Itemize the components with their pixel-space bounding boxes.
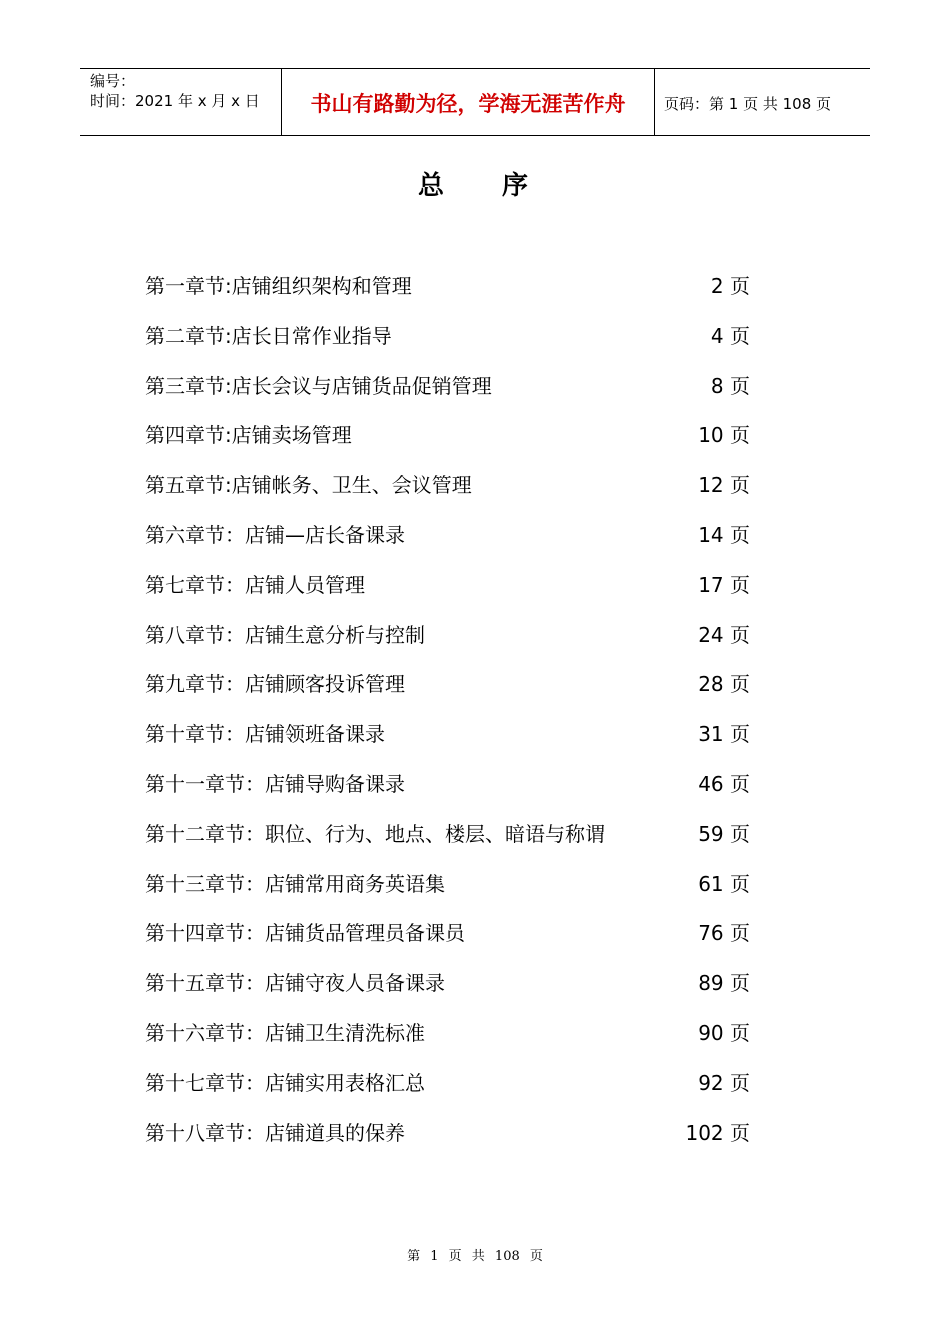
toc-entry-title: 第十章节：店铺领班备课录: [145, 722, 385, 747]
page-title: 总序: [417, 171, 586, 201]
table-of-contents: [145, 266, 765, 1162]
toc-entry-page: 31 页: [698, 722, 750, 747]
toc-entry-page: 2 页: [710, 274, 750, 298]
toc-entry[interactable]: [145, 615, 765, 665]
toc-entry-page: 10 页: [698, 423, 750, 448]
toc-entry-title: 第五章节:店铺帐务、卫生、会议管理: [145, 473, 472, 498]
toc-entry-title: 第六章节：店铺—店长备课录: [145, 522, 405, 547]
toc-entry-page: 12 页: [698, 473, 750, 498]
toc-entry-title: 第十八章节：店铺道具的保养: [145, 1120, 405, 1145]
toc-entry[interactable]: [145, 1113, 765, 1163]
header-meta: [80, 69, 282, 135]
toc-entry[interactable]: [145, 764, 765, 814]
toc-entry[interactable]: [145, 913, 765, 963]
toc-entry-page: 102 页: [685, 1120, 750, 1145]
toc-entry-title: 第十七章节：店铺实用表格汇总: [145, 1070, 425, 1095]
toc-entry-title: 第一章节:店铺组织架构和管理: [145, 274, 412, 298]
toc-entry-page: 59 页: [698, 821, 750, 846]
toc-entry-page: 28 页: [698, 672, 750, 697]
toc-entry[interactable]: [145, 366, 765, 416]
toc-entry[interactable]: [145, 1063, 765, 1113]
toc-entry-page: 8 页: [710, 373, 750, 398]
toc-entry[interactable]: [145, 864, 765, 914]
toc-entry-title: 第十一章节：店铺导购备课录: [145, 771, 405, 796]
document-header: [80, 68, 870, 136]
toc-entry-page: 24 页: [698, 622, 750, 647]
toc-entry-page: 89 页: [698, 971, 750, 996]
toc-entry-title: 第十六章节：店铺卫生清洗标准: [145, 1020, 425, 1045]
toc-entry-page: 46 页: [698, 771, 750, 796]
header-page-info: 页码：第 1 页 共 108 页: [664, 94, 832, 113]
toc-entry[interactable]: [145, 814, 765, 864]
toc-entry[interactable]: [145, 316, 765, 366]
toc-entry-title: 第七章节：店铺人员管理: [145, 572, 365, 597]
toc-entry-title: 第三章节:店长会议与店铺货品促销管理: [145, 373, 492, 398]
toc-entry-page: 76 页: [698, 921, 750, 946]
toc-entry-title: 第十四章节：店铺货品管理员备课员: [145, 921, 465, 946]
toc-entry-title: 第九章节：店铺顾客投诉管理: [145, 672, 405, 697]
toc-entry-title: 第八章节：店铺生意分析与控制: [145, 622, 425, 647]
number-label: 编号：: [90, 72, 136, 90]
toc-entry-page: 92 页: [698, 1070, 750, 1095]
toc-entry[interactable]: [145, 963, 765, 1013]
toc-entry-page: 14 页: [698, 522, 750, 547]
toc-entry[interactable]: [145, 515, 765, 565]
toc-entry[interactable]: [145, 565, 765, 615]
toc-entry-title: 第十二章节：职位、行为、地点、楼层、暗语与称谓: [145, 821, 605, 846]
toc-entry-title: 第二章节:店长日常作业指导: [145, 323, 392, 348]
toc-entry-page: 90 页: [698, 1020, 750, 1045]
page-footer: 第 1 页 共 108 页: [407, 1249, 543, 1264]
toc-entry-title: 第十三章节：店铺常用商务英语集: [145, 871, 445, 896]
toc-entry-title: 第十五章节：店铺守夜人员备课录: [145, 971, 445, 996]
toc-entry-page: 4 页: [710, 323, 750, 348]
toc-entry-page: 61 页: [698, 871, 750, 896]
header-motto: 书山有路勤为径，学海无涯苦作舟: [282, 69, 655, 135]
toc-entry[interactable]: [145, 465, 765, 515]
toc-entry[interactable]: [145, 664, 765, 714]
toc-entry[interactable]: [145, 1013, 765, 1063]
toc-entry-page: 17 页: [698, 572, 750, 597]
toc-entry[interactable]: [145, 714, 765, 764]
time-label: 时间：2021 年 x 月 x 日: [90, 92, 260, 110]
toc-entry[interactable]: [145, 266, 765, 316]
toc-entry-title: 第四章节:店铺卖场管理: [145, 423, 352, 448]
toc-entry[interactable]: [145, 415, 765, 465]
